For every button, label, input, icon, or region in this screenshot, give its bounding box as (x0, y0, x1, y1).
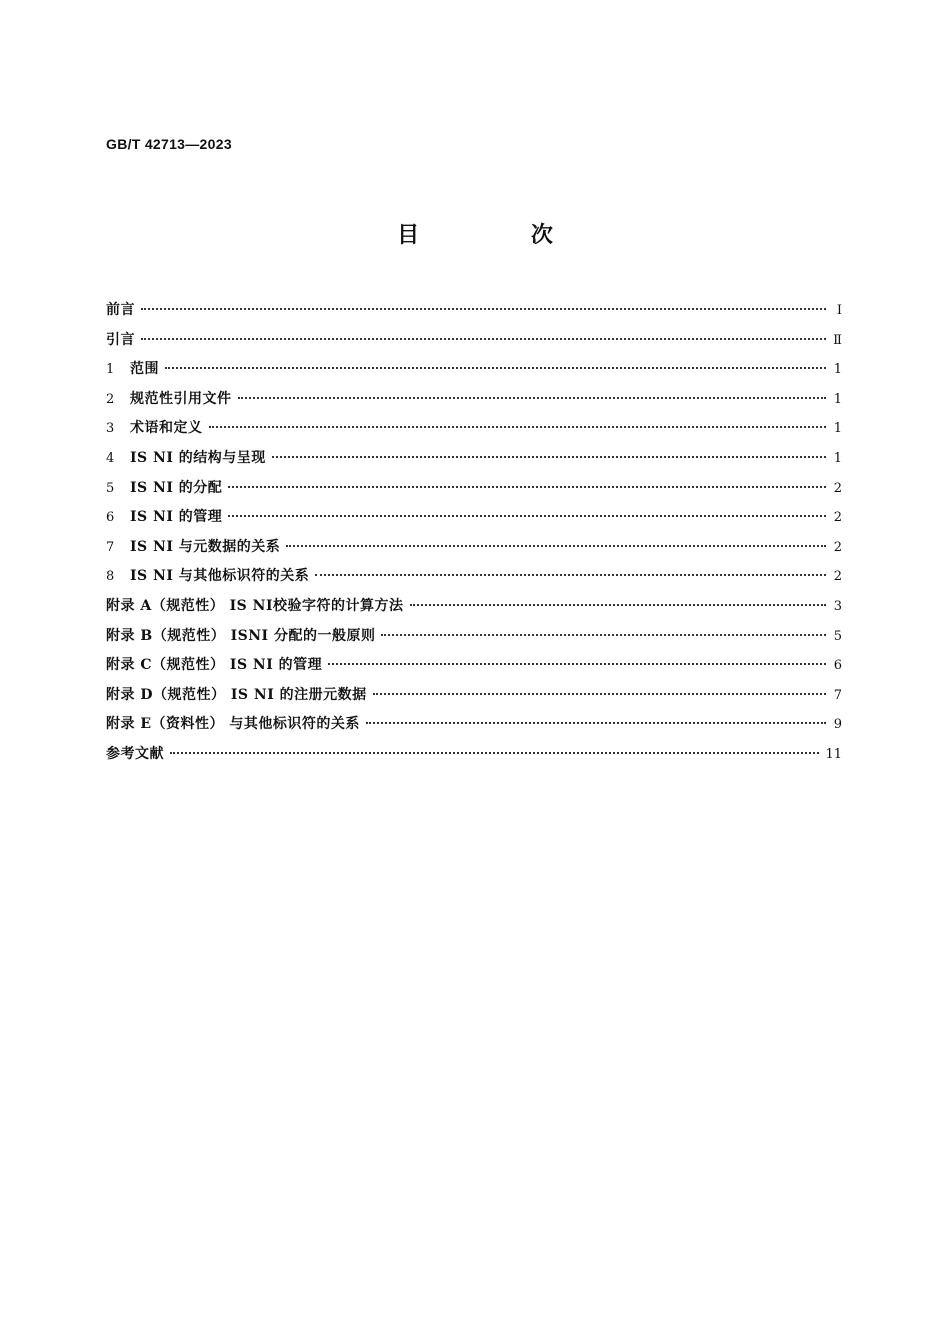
toc-entry-label: IS NI 的管理 (130, 509, 223, 526)
toc-entry-label: 附录 E（资料性） 与其他标识符的关系 (106, 716, 360, 733)
dot-leader (272, 456, 826, 458)
toc-entry-appendix-d[interactable] (106, 681, 842, 711)
dot-leader (228, 515, 826, 517)
dot-leader (209, 426, 827, 428)
toc-entry-8[interactable] (106, 562, 842, 592)
dot-leader (373, 693, 826, 695)
toc-entry-label: 附录 B（规范性） ISNI 分配的一般原则 (106, 627, 376, 644)
standard-code: GB/T 42713—2023 (106, 136, 232, 152)
toc-entry-page: Ⅱ (833, 332, 842, 348)
toc-entry-page: 11 (825, 746, 842, 762)
toc-entry-page: 1 (833, 362, 842, 378)
toc-entry-appendix-c[interactable] (106, 651, 842, 681)
toc-entry-label: IS NI 的结构与呈现 (130, 449, 266, 466)
dot-leader (238, 397, 827, 399)
dot-leader (228, 486, 826, 488)
toc-entry-number: 8 (106, 569, 115, 585)
toc-entry-number: 5 (106, 480, 115, 496)
toc-entry-number: 3 (106, 421, 115, 437)
toc-entry-6[interactable] (106, 503, 842, 533)
toc-entry-label: 附录 A（规范性） IS NI校验字符的计算方法 (106, 597, 404, 614)
toc-entry-foreword[interactable] (106, 296, 842, 326)
toc-entry-label: IS NI 与元数据的关系 (130, 538, 281, 555)
toc-entry-2[interactable] (106, 385, 842, 415)
toc-entry-page: 1 (833, 421, 842, 437)
toc-entry-1[interactable] (106, 355, 842, 385)
toc-entry-5[interactable] (106, 474, 842, 504)
toc-entry-page: 5 (833, 628, 842, 644)
dot-leader (381, 634, 826, 636)
toc-entry-page: 3 (833, 598, 842, 614)
toc-entry-label: 规范性引用文件 (130, 390, 232, 407)
dot-leader (286, 545, 826, 547)
toc-entry-label: 前言 (106, 302, 135, 318)
toc-entry-page: 1 (833, 450, 842, 466)
toc-entry-number: 1 (106, 362, 115, 378)
toc-entry-label: 参考文献 (106, 745, 164, 762)
dot-leader (315, 574, 826, 576)
toc-entry-label: 范围 (130, 361, 159, 378)
toc-entry-page: 2 (833, 480, 842, 496)
toc-entry-page: 2 (833, 539, 842, 555)
toc-entry-4[interactable] (106, 444, 842, 474)
toc-entry-page: 7 (833, 687, 842, 703)
toc-entry-references[interactable] (106, 740, 842, 770)
toc-entry-page: 9 (833, 717, 842, 733)
dot-leader (141, 338, 826, 340)
toc-entry-label: IS NI 的分配 (130, 479, 223, 496)
toc-entry-page: 6 (833, 658, 842, 674)
dot-leader (328, 663, 826, 665)
toc-entry-page: 2 (833, 510, 842, 526)
toc-entry-number: 4 (106, 450, 115, 466)
toc-entry-page: Ⅰ (836, 303, 842, 318)
toc-entry-appendix-e[interactable] (106, 710, 842, 740)
toc-entry-label: 术语和定义 (130, 420, 203, 437)
dot-leader (141, 308, 826, 310)
dot-leader (170, 752, 819, 754)
toc-entry-introduction[interactable] (106, 326, 842, 356)
toc-entry-appendix-b[interactable] (106, 622, 842, 652)
toc-entry-number: 2 (106, 391, 115, 407)
toc-title: 目 次 (397, 223, 605, 248)
toc-entry-label: 附录 D（规范性） IS NI 的注册元数据 (106, 686, 367, 703)
dot-leader (410, 604, 827, 606)
toc-entry-label: IS NI 与其他标识符的关系 (130, 568, 310, 585)
toc-entry-3[interactable] (106, 414, 842, 444)
toc-entry-label: 附录 C（规范性） IS NI 的管理 (106, 657, 323, 674)
toc-entry-number: 6 (106, 510, 115, 526)
toc-entry-appendix-a[interactable] (106, 592, 842, 622)
toc-entry-number: 7 (106, 539, 115, 555)
dot-leader (366, 722, 826, 724)
toc-entry-label: 引言 (106, 331, 135, 348)
toc-entry-page: 1 (833, 391, 842, 407)
toc-entry-page: 2 (833, 569, 842, 585)
dot-leader (165, 367, 826, 369)
toc-list (106, 296, 842, 770)
toc-entry-7[interactable] (106, 533, 842, 563)
